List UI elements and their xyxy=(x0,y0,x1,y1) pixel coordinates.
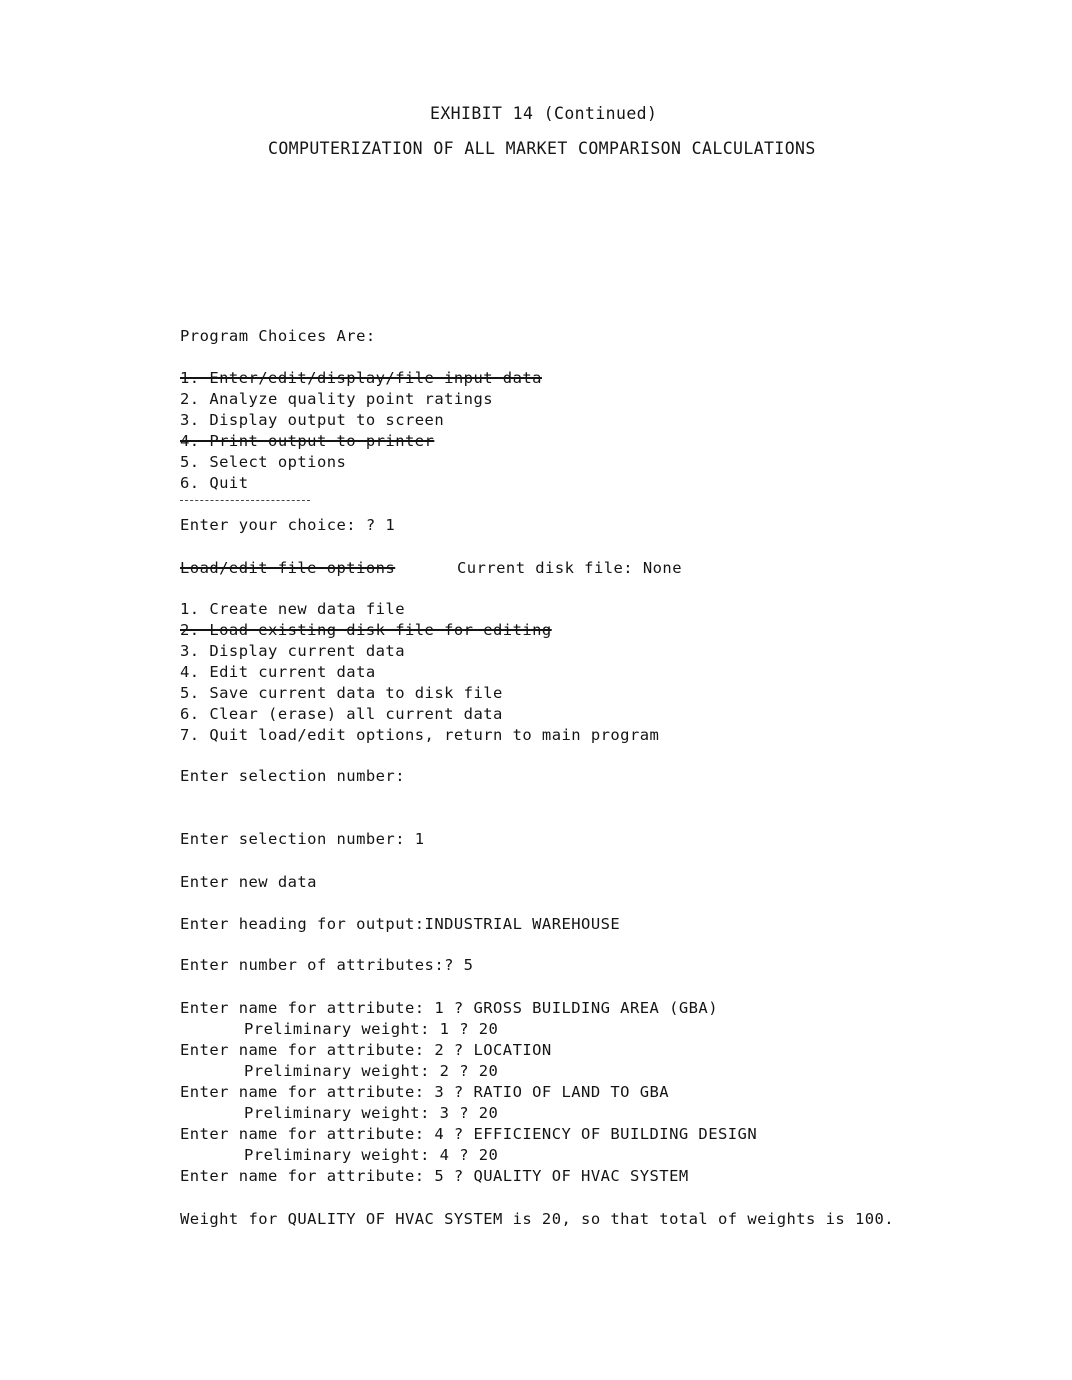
load-edit-option-1: 1. Create new data file xyxy=(180,600,405,618)
load-edit-option-3: 3. Display current data xyxy=(180,642,405,660)
program-choices-heading: Program Choices Are: xyxy=(180,327,376,345)
program-choice-6: 6. Quit xyxy=(180,474,249,492)
program-choice-1: 1. Enter/edit/display/file input data xyxy=(180,369,542,387)
attribute-weight-2: Preliminary weight: 2 ? 20 xyxy=(244,1062,499,1080)
current-disk-file: Current disk file: None xyxy=(457,559,682,577)
load-edit-option-2: 2. Load existing disk file for editing xyxy=(180,621,552,639)
attribute-weight-3: Preliminary weight: 3 ? 20 xyxy=(244,1104,499,1122)
selection-prompt-empty: Enter selection number: xyxy=(180,767,405,785)
program-choice-4: 4. Print output to printer xyxy=(180,432,435,450)
attribute-name-3: Enter name for attribute: 3 ? RATIO OF LAND TO GBA xyxy=(180,1083,670,1101)
attribute-weight-1: Preliminary weight: 1 ? 20 xyxy=(244,1020,499,1038)
dashed-separator xyxy=(180,500,310,503)
attributes-count-prompt: Enter number of attributes:? 5 xyxy=(180,956,474,974)
program-choice-2: 2. Analyze quality point ratings xyxy=(180,390,494,408)
load-edit-option-6: 6. Clear (erase) all current data xyxy=(180,705,503,723)
enter-new-data: Enter new data xyxy=(180,873,317,891)
attribute-name-4: Enter name for attribute: 4 ? EFFICIENCY OF BUILDING DESIGN xyxy=(180,1125,758,1143)
attribute-weight-4: Preliminary weight: 4 ? 20 xyxy=(244,1146,499,1164)
program-choice-3: 3. Display output to screen xyxy=(180,411,445,429)
selection-prompt: Enter selection number: 1 xyxy=(180,830,425,848)
load-edit-option-4: 4. Edit current data xyxy=(180,663,376,681)
load-edit-heading: Load/edit file options xyxy=(180,559,396,577)
load-edit-option-5: 5. Save current data to disk file xyxy=(180,684,503,702)
choice-prompt: Enter your choice: ? 1 xyxy=(180,516,396,534)
document-title: COMPUTERIZATION OF ALL MARKET COMPARISON CALCULATIONS xyxy=(268,139,816,158)
attribute-name-5: Enter name for attribute: 5 ? QUALITY OF HVAC SYSTEM xyxy=(180,1167,689,1185)
program-choice-5: 5. Select options xyxy=(180,453,347,471)
exhibit-heading: EXHIBIT 14 (Continued) xyxy=(430,104,658,123)
heading-prompt: Enter heading for output:INDUSTRIAL WAREHOUSE xyxy=(180,915,621,933)
load-edit-option-7: 7. Quit load/edit options, return to main program xyxy=(180,726,660,744)
attribute-name-2: Enter name for attribute: 2 ? LOCATION xyxy=(180,1041,552,1059)
attribute-name-1: Enter name for attribute: 1 ? GROSS BUILDING AREA (GBA) xyxy=(180,999,718,1017)
weight-summary: Weight for QUALITY OF HVAC SYSTEM is 20, so that total of weights is 100. xyxy=(180,1210,895,1228)
